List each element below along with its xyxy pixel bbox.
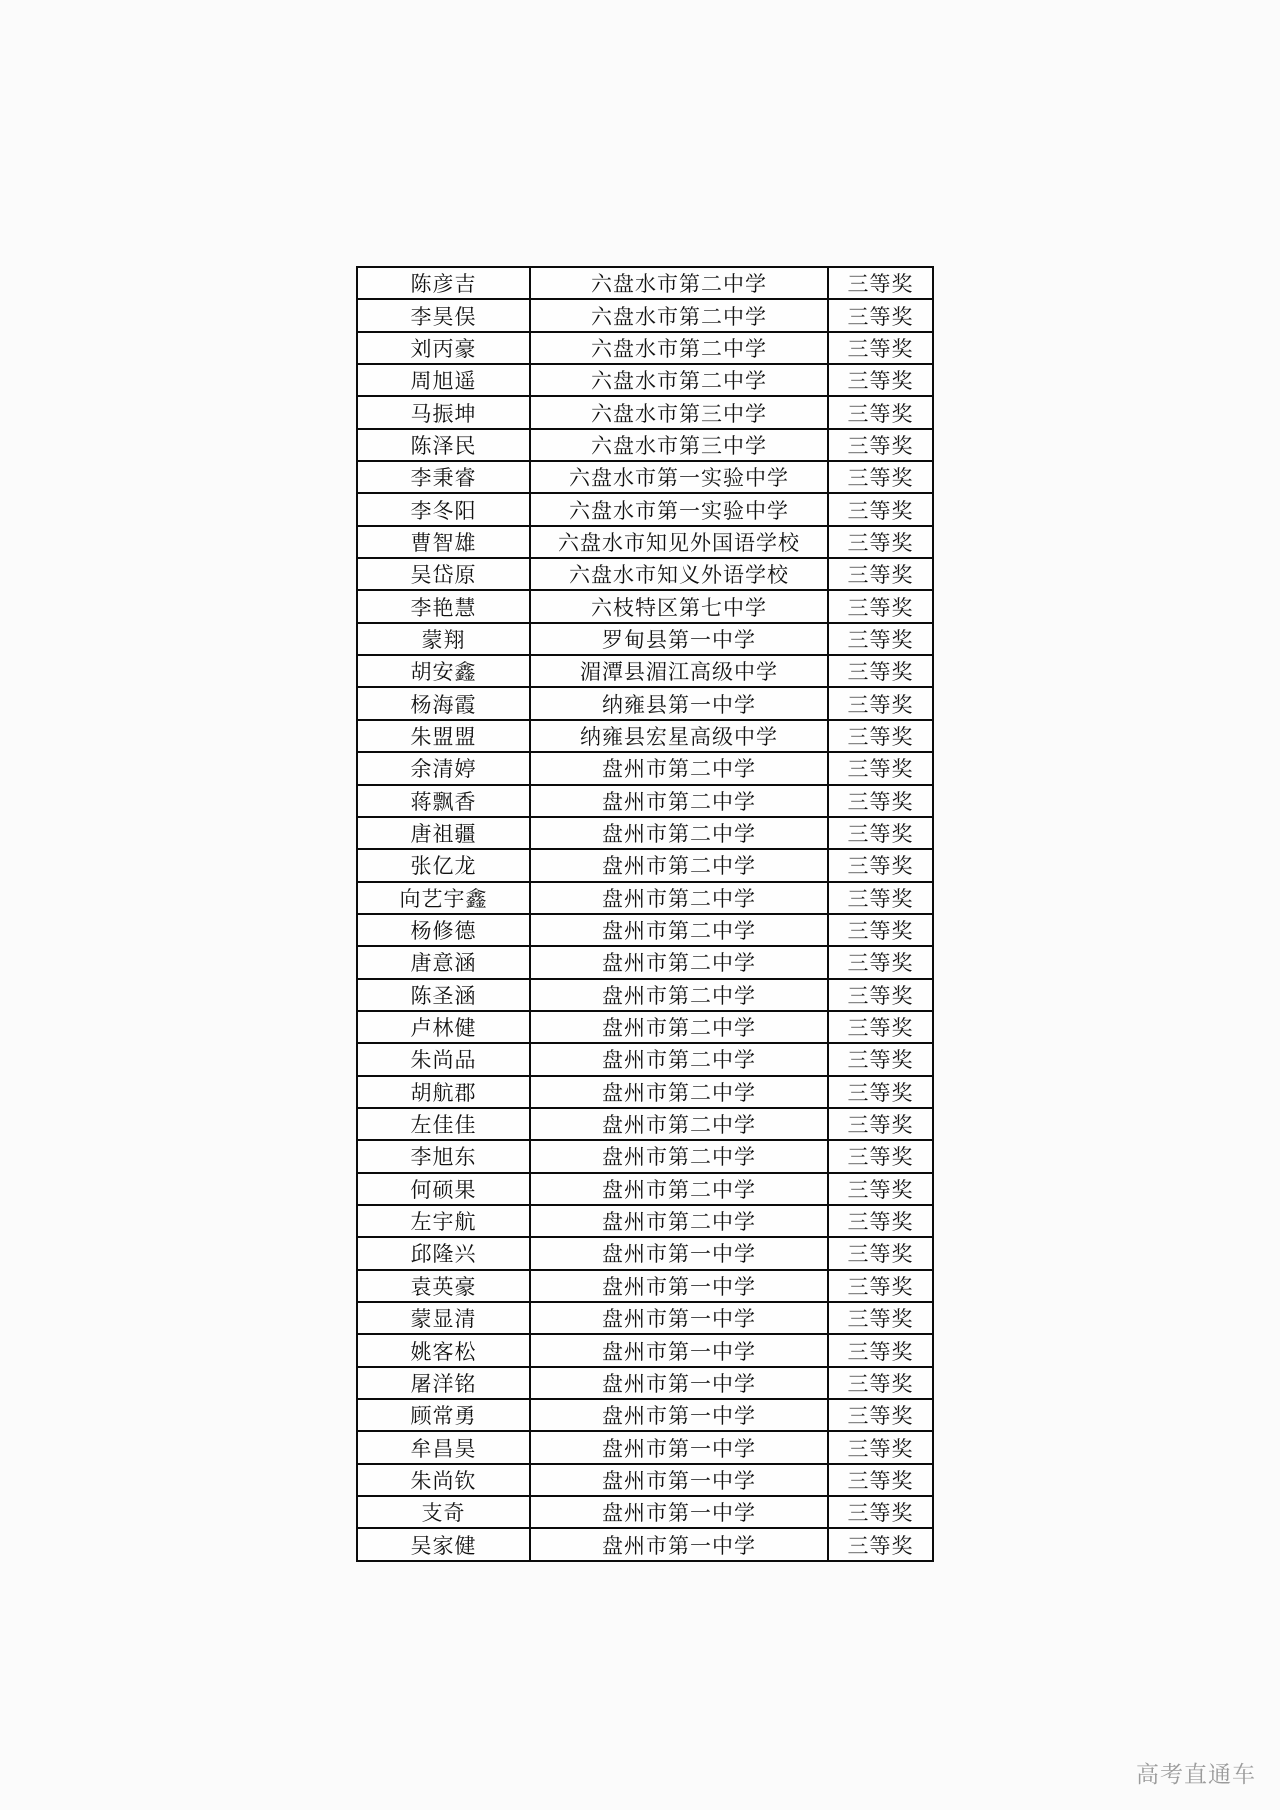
cell-school: 盘州市第二中学 xyxy=(530,1108,828,1140)
cell-school: 六盘水市第二中学 xyxy=(530,299,828,331)
cell-name: 朱盟盟 xyxy=(357,720,530,752)
cell-name: 左宇航 xyxy=(357,1205,530,1237)
cell-name: 杨海霞 xyxy=(357,687,530,719)
table-row xyxy=(357,1464,933,1496)
cell-school: 盘州市第二中学 xyxy=(530,1011,828,1043)
cell-award: 三等奖 xyxy=(828,1496,933,1528)
cell-name: 曹智雄 xyxy=(357,526,530,558)
cell-award: 三等奖 xyxy=(828,979,933,1011)
award-winners-table xyxy=(356,266,934,1562)
table-row xyxy=(357,1270,933,1302)
table-row xyxy=(357,1334,933,1366)
cell-name: 朱尚品 xyxy=(357,1043,530,1075)
table-row xyxy=(357,1205,933,1237)
cell-name: 陈圣涵 xyxy=(357,979,530,1011)
cell-award: 三等奖 xyxy=(828,687,933,719)
cell-school: 盘州市第一中学 xyxy=(530,1270,828,1302)
cell-school: 盘州市第二中学 xyxy=(530,882,828,914)
cell-award: 三等奖 xyxy=(828,1173,933,1205)
cell-name: 袁英豪 xyxy=(357,1270,530,1302)
table-row xyxy=(357,461,933,493)
table-row xyxy=(357,1043,933,1075)
table-row xyxy=(357,1140,933,1172)
cell-school: 盘州市第一中学 xyxy=(530,1528,828,1560)
cell-award: 三等奖 xyxy=(828,946,933,978)
cell-school: 六盘水市第二中学 xyxy=(530,364,828,396)
cell-name: 陈泽民 xyxy=(357,429,530,461)
table-row xyxy=(357,752,933,784)
cell-school: 罗甸县第一中学 xyxy=(530,623,828,655)
table-row xyxy=(357,1528,933,1560)
cell-award: 三等奖 xyxy=(828,590,933,622)
cell-school: 盘州市第二中学 xyxy=(530,946,828,978)
cell-award: 三等奖 xyxy=(828,1043,933,1075)
cell-school: 盘州市第二中学 xyxy=(530,979,828,1011)
cell-name: 杨修德 xyxy=(357,914,530,946)
cell-award: 三等奖 xyxy=(828,1237,933,1269)
cell-school: 盘州市第二中学 xyxy=(530,785,828,817)
cell-award: 三等奖 xyxy=(828,817,933,849)
cell-name: 邱隆兴 xyxy=(357,1237,530,1269)
cell-award: 三等奖 xyxy=(828,1270,933,1302)
cell-award: 三等奖 xyxy=(828,1431,933,1463)
cell-school: 六枝特区第七中学 xyxy=(530,590,828,622)
cell-award: 三等奖 xyxy=(828,558,933,590)
cell-school: 盘州市第二中学 xyxy=(530,914,828,946)
cell-name: 蒙显清 xyxy=(357,1302,530,1334)
table-row xyxy=(357,1302,933,1334)
table-row xyxy=(357,1431,933,1463)
cell-award: 三等奖 xyxy=(828,1140,933,1172)
table-row xyxy=(357,526,933,558)
cell-name: 支奇 xyxy=(357,1496,530,1528)
table-row xyxy=(357,396,933,428)
table-row xyxy=(357,558,933,590)
table-row xyxy=(357,1367,933,1399)
cell-name: 唐意涵 xyxy=(357,946,530,978)
cell-name: 向艺宇鑫 xyxy=(357,882,530,914)
cell-award: 三等奖 xyxy=(828,1205,933,1237)
cell-school: 盘州市第一中学 xyxy=(530,1431,828,1463)
cell-school: 盘州市第二中学 xyxy=(530,817,828,849)
cell-award: 三等奖 xyxy=(828,752,933,784)
cell-award: 三等奖 xyxy=(828,1302,933,1334)
cell-award: 三等奖 xyxy=(828,785,933,817)
cell-name: 余清婷 xyxy=(357,752,530,784)
cell-name: 胡安鑫 xyxy=(357,655,530,687)
cell-school: 六盘水市第三中学 xyxy=(530,396,828,428)
cell-school: 盘州市第一中学 xyxy=(530,1334,828,1366)
cell-name: 左佳佳 xyxy=(357,1108,530,1140)
cell-school: 六盘水市第三中学 xyxy=(530,429,828,461)
cell-name: 吴岱原 xyxy=(357,558,530,590)
cell-award: 三等奖 xyxy=(828,1334,933,1366)
cell-name: 朱尚钦 xyxy=(357,1464,530,1496)
table-row xyxy=(357,979,933,1011)
cell-name: 李秉睿 xyxy=(357,461,530,493)
cell-school: 六盘水市第二中学 xyxy=(530,332,828,364)
table-row xyxy=(357,332,933,364)
cell-name: 周旭遥 xyxy=(357,364,530,396)
cell-school: 盘州市第二中学 xyxy=(530,1140,828,1172)
table-row xyxy=(357,493,933,525)
cell-award: 三等奖 xyxy=(828,849,933,881)
cell-school: 六盘水市第一实验中学 xyxy=(530,493,828,525)
cell-name: 何硕果 xyxy=(357,1173,530,1205)
table-row xyxy=(357,882,933,914)
cell-name: 唐祖疆 xyxy=(357,817,530,849)
table-row xyxy=(357,1011,933,1043)
cell-award: 三等奖 xyxy=(828,623,933,655)
cell-award: 三等奖 xyxy=(828,526,933,558)
cell-award: 三等奖 xyxy=(828,429,933,461)
cell-school: 纳雍县第一中学 xyxy=(530,687,828,719)
cell-award: 三等奖 xyxy=(828,1076,933,1108)
table-row xyxy=(357,849,933,881)
cell-name: 姚客松 xyxy=(357,1334,530,1366)
cell-award: 三等奖 xyxy=(828,1367,933,1399)
cell-school: 盘州市第一中学 xyxy=(530,1399,828,1431)
cell-name: 李昊俣 xyxy=(357,299,530,331)
cell-school: 盘州市第一中学 xyxy=(530,1496,828,1528)
cell-name: 蒋飘香 xyxy=(357,785,530,817)
table-row xyxy=(357,590,933,622)
table-row xyxy=(357,1076,933,1108)
cell-school: 盘州市第二中学 xyxy=(530,1043,828,1075)
table-row xyxy=(357,1399,933,1431)
cell-award: 三等奖 xyxy=(828,655,933,687)
cell-name: 李艳慧 xyxy=(357,590,530,622)
table-row xyxy=(357,267,933,299)
table-row xyxy=(357,364,933,396)
cell-school: 盘州市第二中学 xyxy=(530,1076,828,1108)
cell-award: 三等奖 xyxy=(828,364,933,396)
table-row xyxy=(357,1108,933,1140)
cell-award: 三等奖 xyxy=(828,493,933,525)
cell-school: 盘州市第一中学 xyxy=(530,1302,828,1334)
cell-school: 六盘水市知义外语学校 xyxy=(530,558,828,590)
cell-award: 三等奖 xyxy=(828,1464,933,1496)
cell-school: 六盘水市第二中学 xyxy=(530,267,828,299)
cell-award: 三等奖 xyxy=(828,461,933,493)
cell-school: 盘州市第二中学 xyxy=(530,1205,828,1237)
table-row xyxy=(357,946,933,978)
cell-school: 纳雍县宏星高级中学 xyxy=(530,720,828,752)
table-row xyxy=(357,1237,933,1269)
cell-award: 三等奖 xyxy=(828,720,933,752)
cell-school: 盘州市第二中学 xyxy=(530,1173,828,1205)
cell-name: 陈彦吉 xyxy=(357,267,530,299)
table-row xyxy=(357,687,933,719)
cell-school: 盘州市第一中学 xyxy=(530,1367,828,1399)
cell-award: 三等奖 xyxy=(828,299,933,331)
cell-name: 牟昌昊 xyxy=(357,1431,530,1463)
cell-name: 吴家健 xyxy=(357,1528,530,1560)
cell-school: 盘州市第二中学 xyxy=(530,849,828,881)
table-row xyxy=(357,623,933,655)
cell-name: 刘丙豪 xyxy=(357,332,530,364)
cell-school: 六盘水市第一实验中学 xyxy=(530,461,828,493)
cell-award: 三等奖 xyxy=(828,1108,933,1140)
cell-school: 盘州市第二中学 xyxy=(530,752,828,784)
cell-school: 盘州市第一中学 xyxy=(530,1237,828,1269)
cell-name: 胡航郡 xyxy=(357,1076,530,1108)
table-row xyxy=(357,655,933,687)
cell-award: 三等奖 xyxy=(828,1528,933,1560)
table-row xyxy=(357,299,933,331)
cell-award: 三等奖 xyxy=(828,882,933,914)
cell-name: 张亿龙 xyxy=(357,849,530,881)
cell-name: 蒙翔 xyxy=(357,623,530,655)
cell-award: 三等奖 xyxy=(828,1399,933,1431)
table-row xyxy=(357,1496,933,1528)
table-row xyxy=(357,817,933,849)
award-table-body xyxy=(357,267,933,1561)
cell-name: 李旭东 xyxy=(357,1140,530,1172)
cell-school: 六盘水市知见外国语学校 xyxy=(530,526,828,558)
cell-award: 三等奖 xyxy=(828,1011,933,1043)
cell-award: 三等奖 xyxy=(828,332,933,364)
cell-name: 马振坤 xyxy=(357,396,530,428)
cell-award: 三等奖 xyxy=(828,396,933,428)
table-row xyxy=(357,1173,933,1205)
cell-award: 三等奖 xyxy=(828,267,933,299)
cell-name: 屠洋铭 xyxy=(357,1367,530,1399)
cell-name: 卢林健 xyxy=(357,1011,530,1043)
table-row xyxy=(357,429,933,461)
cell-award: 三等奖 xyxy=(828,914,933,946)
cell-school: 湄潭县湄江高级中学 xyxy=(530,655,828,687)
table-row xyxy=(357,720,933,752)
cell-name: 顾常勇 xyxy=(357,1399,530,1431)
table-row xyxy=(357,785,933,817)
watermark-text: 高考直通车 xyxy=(1136,1761,1256,1787)
table-row xyxy=(357,914,933,946)
cell-school: 盘州市第一中学 xyxy=(530,1464,828,1496)
cell-name: 李冬阳 xyxy=(357,493,530,525)
